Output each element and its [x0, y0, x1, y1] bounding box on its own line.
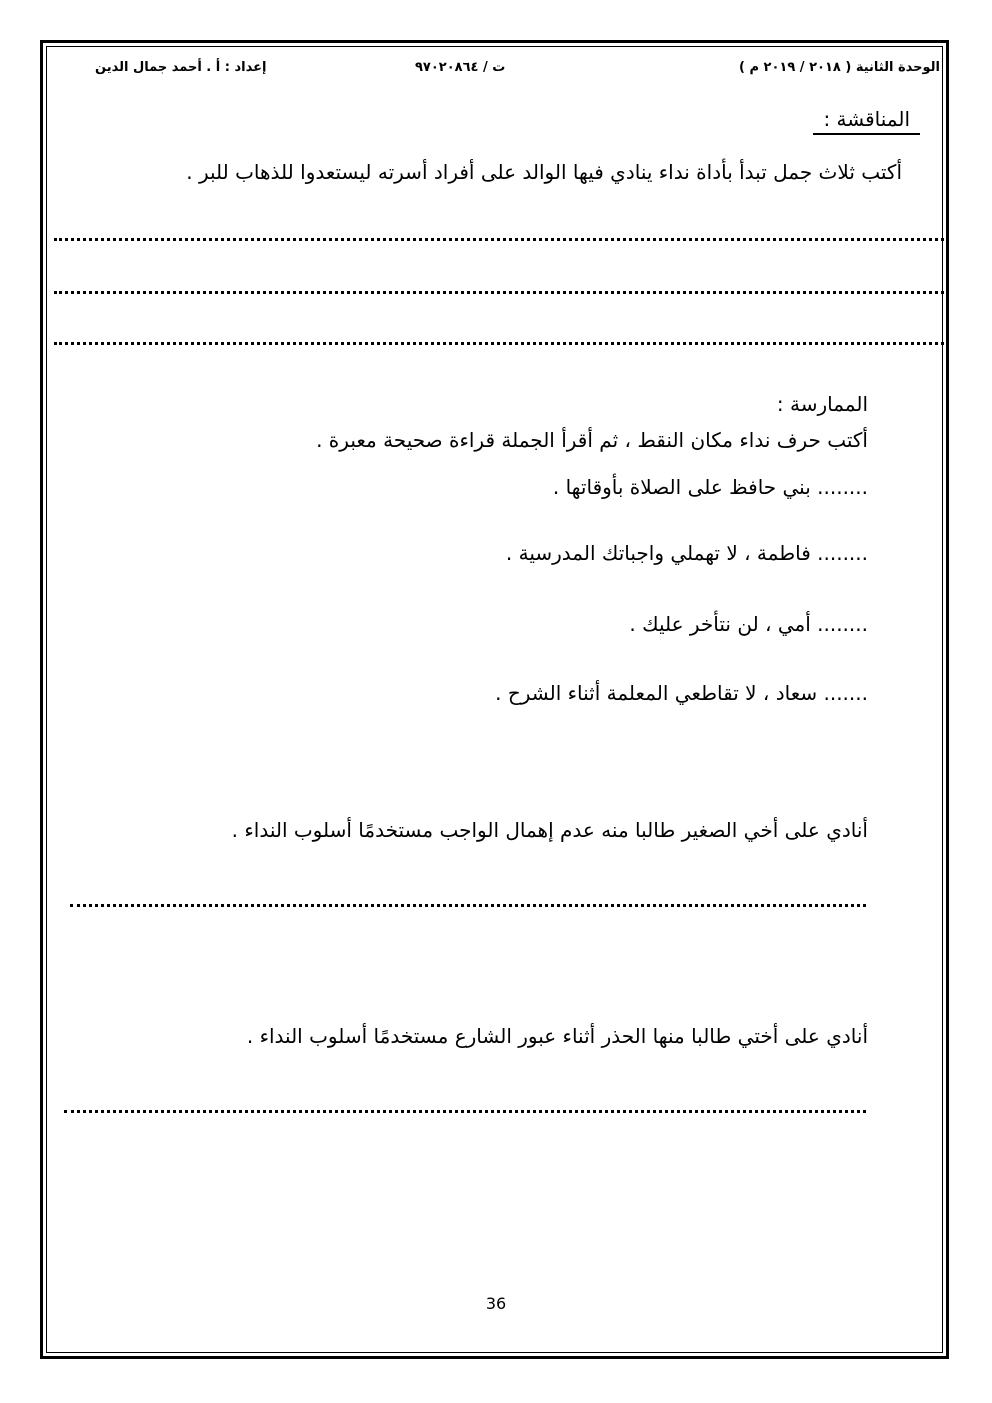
practice-title: الممارسة :	[776, 392, 868, 416]
exercise-1-answer-line[interactable]	[70, 904, 866, 907]
page-number: 36	[485, 1294, 507, 1313]
header-unit: الوحدة الثانية ( ٢٠١٨ / ٢٠١٩ م )	[738, 60, 940, 75]
answer-line-1[interactable]	[54, 238, 944, 241]
answer-line-2[interactable]	[54, 291, 944, 294]
practice-item: ........ بني حافظ على الصلاة بأوقاتها .	[552, 475, 868, 499]
practice-item: ....... سعاد ، لا تقاطعي المعلمة أثناء الشرح .	[495, 681, 868, 705]
practice-item: ........ فاطمة ، لا تهملي واجباتك المدرسية .	[505, 541, 868, 565]
exercise-1-question: أنادي على أخي الصغير طالبا منه عدم إهمال الواجب مستخدمًا أسلوب النداء .	[231, 818, 868, 842]
header-author: إعداد : أ . أحمد جمال الدين	[95, 60, 267, 75]
practice-item: ........ أمي ، لن نتأخر عليك .	[629, 612, 868, 636]
practice-instruction: أكتب حرف نداء مكان النقط ، ثم أقرأ الجملة قراءة صحيحة معبرة .	[316, 428, 868, 452]
header-phone: ت / ٩٧٠٢٠٨٦٤	[415, 60, 506, 75]
discussion-title: المناقشة :	[813, 107, 920, 135]
answer-line-3[interactable]	[54, 342, 944, 345]
exercise-2-answer-line[interactable]	[64, 1110, 866, 1113]
exercise-2-question: أنادي على أختي طالبا منها الحذر أثناء عبور الشارع مستخدمًا أسلوب النداء .	[246, 1024, 868, 1048]
discussion-question: أكتب ثلاث جمل تبدأ بأداة نداء ينادي فيها الوالد على أفراد أسرته ليستعدوا للذهاب للبر .	[186, 160, 902, 184]
